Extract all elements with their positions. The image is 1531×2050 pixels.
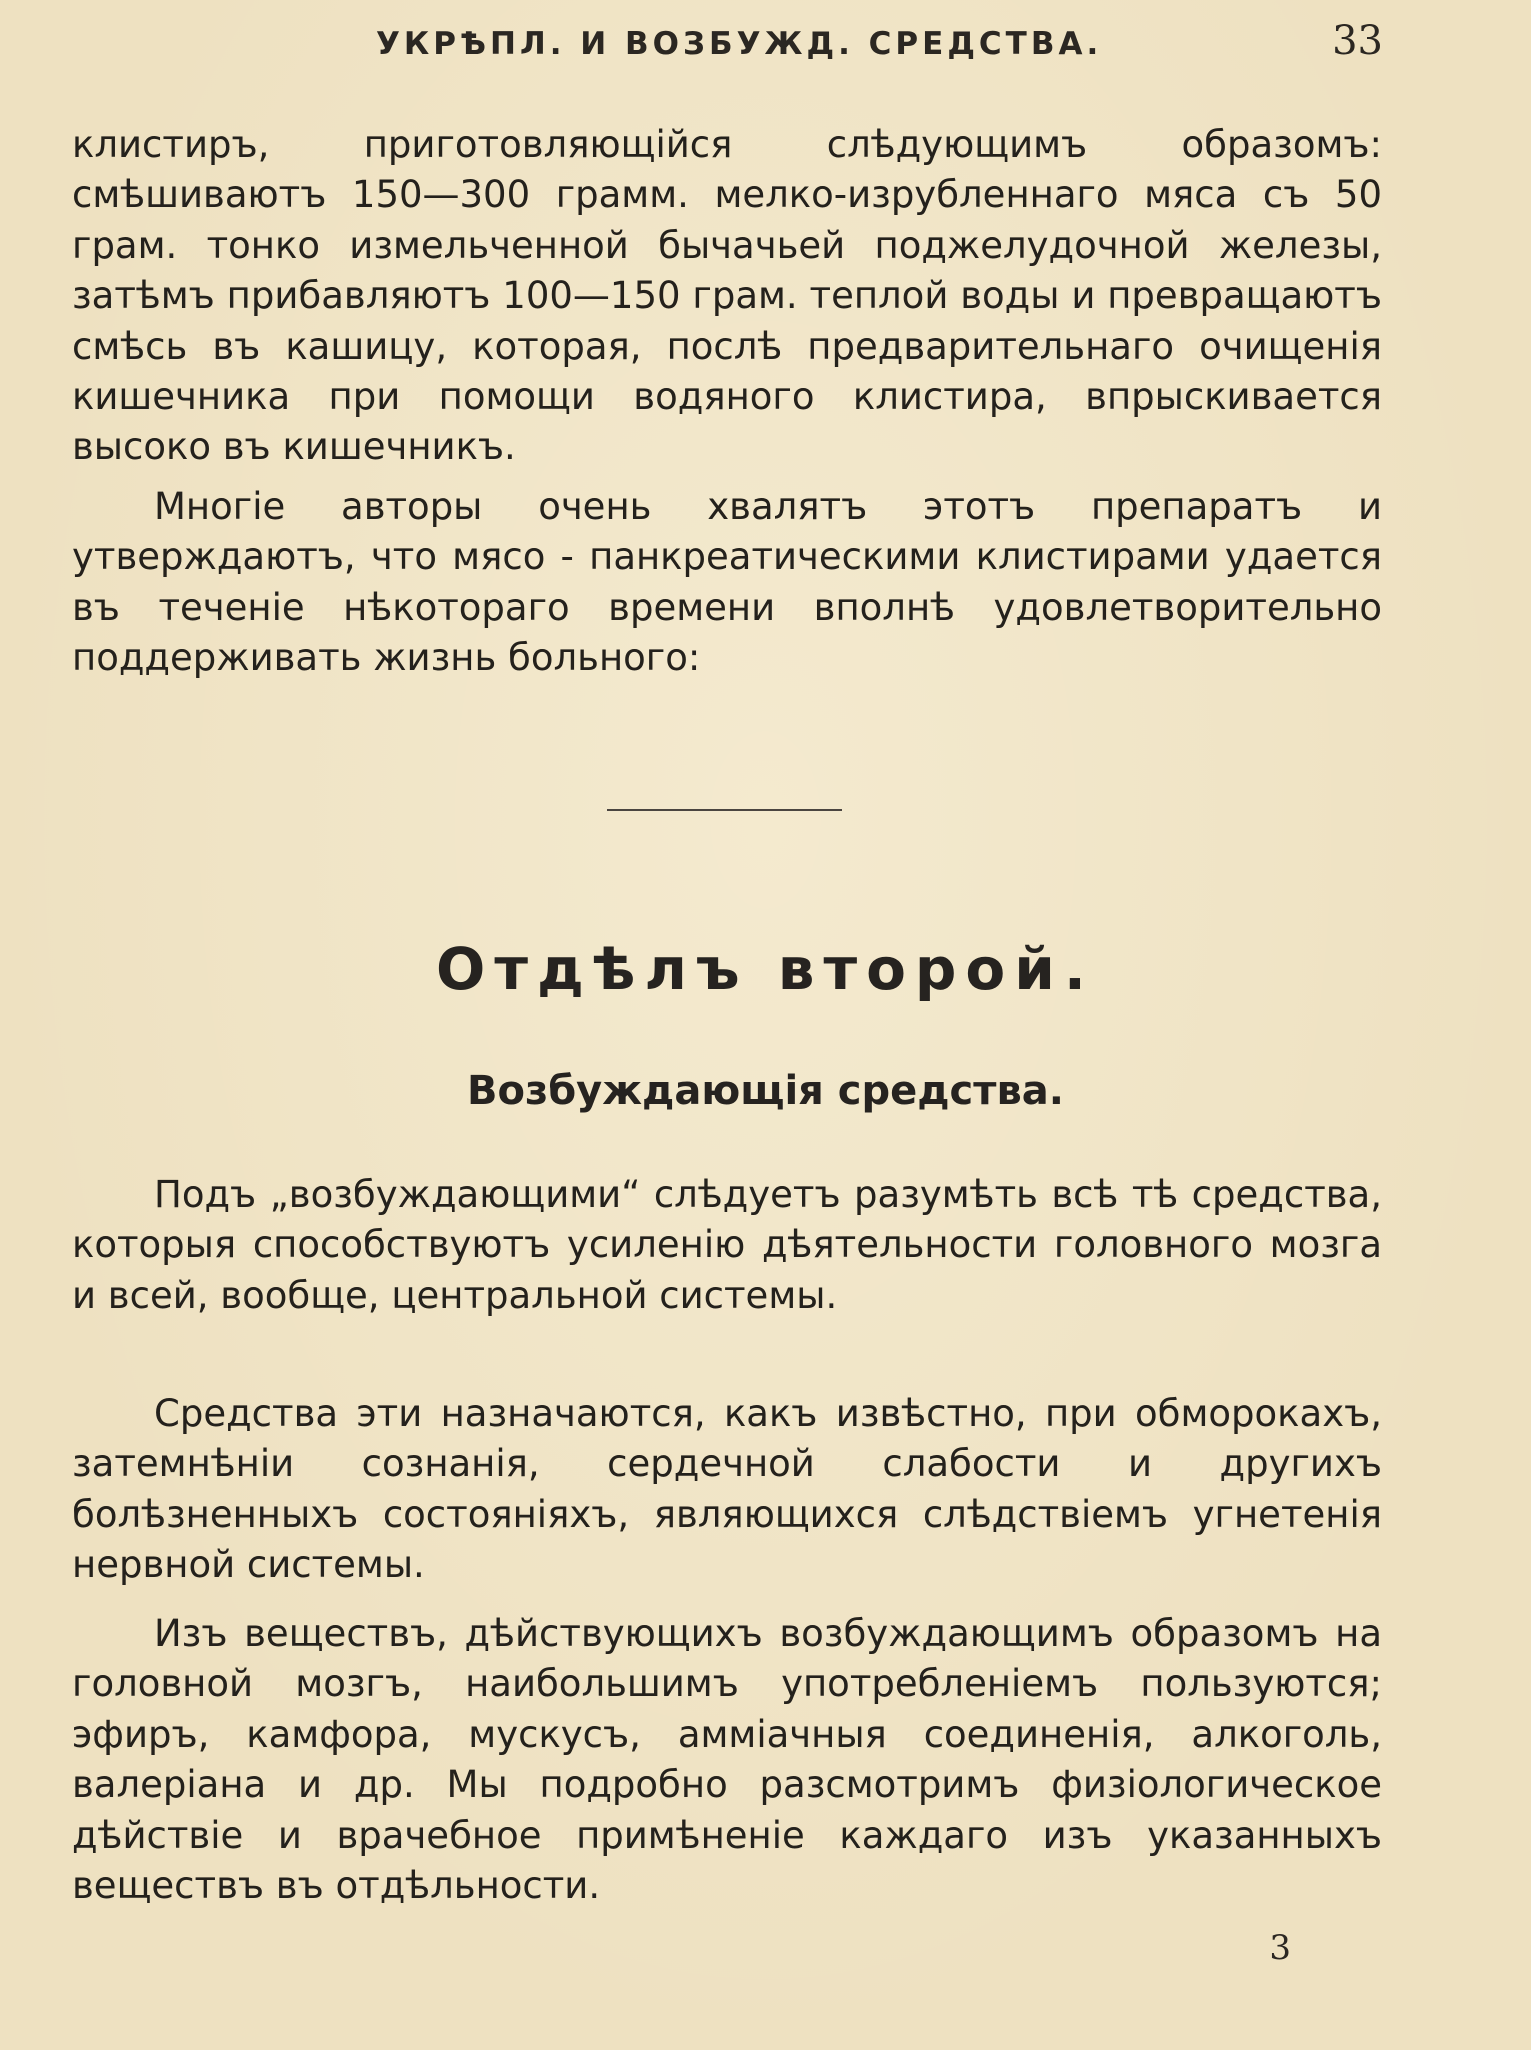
paragraph-text: Многіе авторы очень хвалятъ этотъ препаратъ и утверждаютъ, что мясо - панкреатическими клистирами удается въ теченіе нѣкотораго времени вполнѣ удовлетворительно поддерживать жизнь больного:: [72, 485, 1382, 680]
running-head: УКРѢПЛ. И ВОЗБУЖД. СРЕДСТВА.: [376, 26, 1103, 62]
paragraph: [72, 482, 1382, 684]
paragraph: [72, 1609, 1382, 1911]
section-divider: [607, 809, 842, 811]
paragraph-text: Средства эти назначаются, какъ извѣстно, при обморокахъ, затемнѣніи сознанія, сердечной слабости и другихъ болѣзненныхъ состояніяхъ, являющихся слѣдствіемъ угнетенія нервной системы.: [72, 1392, 1382, 1587]
subsection-title: Возбуждающія средства.: [467, 1068, 1064, 1114]
paragraph: [72, 1170, 1382, 1321]
section-title: Отдѣлъ второй.: [436, 935, 1095, 1003]
paragraph-text: Подъ „возбуждающими“ слѣдуетъ разумѣть всѣ тѣ средства, которыя способствуютъ усиленію дѣятельности головного мозга и всей, вообще, центральной системы.: [72, 1173, 1382, 1317]
paragraph: [72, 1389, 1382, 1591]
paragraph-continued: [72, 120, 1382, 473]
signature-mark: 3: [1269, 1928, 1291, 1968]
page-number: 33: [1332, 18, 1383, 64]
paragraph-text: Изъ веществъ, дѣйствующихъ возбуждающимъ образомъ на головной мозгъ, наибольшимъ употребленіемъ пользуются; эфиръ, камфора, мускусъ, амміачныя соединенія, алкоголь, валеріана и др. Мы подробно разсмотримъ физіологическое дѣйствіе и врачебное примѣненіе каждаго изъ указанныхъ веществъ въ отдѣльности.: [72, 1612, 1382, 1908]
paragraph-text: клистиръ, приготовляющійся слѣдующимъ образомъ: смѣшиваютъ 150—300 грамм. мелко-изрубленнаго мяса съ 50 грам. тонко измельченной бычачьей поджелудочной железы, затѣмъ прибавляютъ 100—150 грам. теплой воды и превращаютъ смѣсь въ кашицу, которая, послѣ предварительнаго очищенія кишечника при помощи водяного клистира, впрыскивается высоко въ кишечникъ.: [72, 123, 1382, 469]
